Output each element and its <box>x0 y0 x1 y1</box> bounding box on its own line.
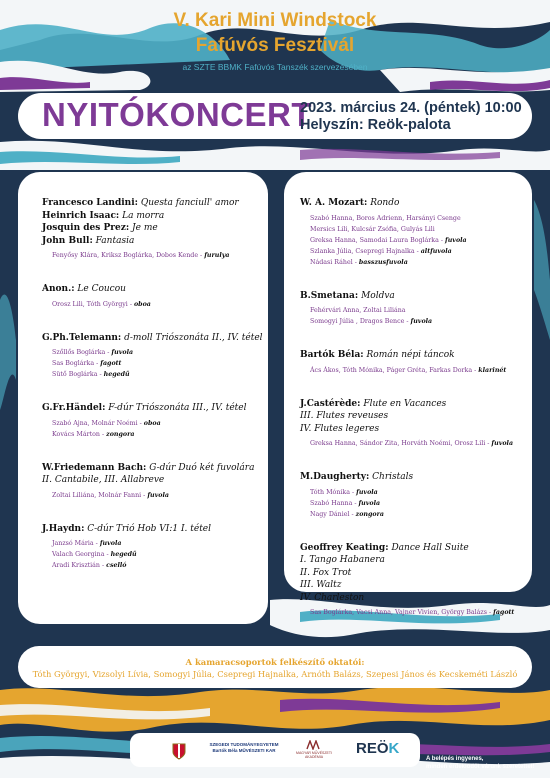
piece-title-line <box>300 349 528 362</box>
program-piece <box>42 462 264 501</box>
work-title: Dance Hall Suite <box>391 542 469 553</box>
work-title: II. Cantabile, III. Allabreve <box>42 475 165 485</box>
program-piece <box>42 283 264 310</box>
piece-title-line <box>300 471 528 484</box>
performer-names: Fenyősy Klára, Kriksz Boglárka, Dobos Kende - <box>52 252 203 259</box>
instrument-role: oboa <box>143 419 161 427</box>
concert-date: 2023. március 24. (péntek) 10:00 <box>300 100 522 116</box>
teachers-names: Tóth Györgyi, Vizsolyi Lívia, Somogyi Júlia, Csepregi Hajnalka, Arnóth Balázs, Szepesi János és Kecskeméti László <box>32 669 518 679</box>
performer-line <box>300 305 528 316</box>
logo-ministry <box>158 742 200 761</box>
performer-line <box>300 257 528 268</box>
work-title: C-dúr Trió Hob VI:1 I. tétel <box>87 523 212 534</box>
performer-line <box>300 246 528 257</box>
performers-list <box>300 365 528 376</box>
work-title: Christals <box>372 472 414 482</box>
piece-title-line <box>300 290 528 303</box>
piece-title-line <box>300 398 528 411</box>
piece-title-line <box>42 197 264 210</box>
program-piece <box>300 471 528 520</box>
instrument-role: fagott <box>493 609 515 616</box>
piece-title-line <box>42 210 264 223</box>
composer-name: G.Ph.Telemann: <box>42 332 122 343</box>
performer-line <box>42 347 264 358</box>
performers-list <box>300 438 528 449</box>
performer-names: Tóth Mónika - <box>310 488 355 496</box>
performers-list <box>300 213 528 268</box>
composer-name: Anon.: <box>42 284 75 294</box>
composer-name: J.Haydn: <box>42 523 85 534</box>
piece-title-line <box>300 197 528 210</box>
piece-title-line <box>42 332 264 345</box>
work-title: d-moll Triószonáta II., IV. tétel <box>124 332 263 343</box>
piece-title-line <box>300 592 528 605</box>
instrument-role: oboa <box>133 300 151 308</box>
performer-line <box>300 224 528 235</box>
performers-list <box>42 250 264 261</box>
work-title: Fantasia <box>95 235 135 246</box>
performer-line <box>42 358 264 369</box>
performer-names: Sütő Boglárka - <box>52 371 102 378</box>
concert-datetime-venue <box>300 100 522 134</box>
piece-title-line <box>42 235 264 248</box>
piece-title-line <box>42 402 264 415</box>
performer-line <box>300 509 528 520</box>
entry-note <box>426 755 546 771</box>
composer-name: W.Friedemann Bach: <box>42 462 147 473</box>
teachers-title: A kamaracsoportok felkészítő oktatói: <box>185 657 365 667</box>
festival-title-line1: V. Kari Mini Windstock <box>173 10 377 31</box>
performer-names: Zoltai Liliána, Molnár Fanni - <box>52 491 146 499</box>
work-title: II. Fox Trot <box>300 567 352 578</box>
performers-list <box>300 305 528 327</box>
program-piece <box>300 542 528 619</box>
instrument-role: hegedű <box>103 371 130 378</box>
work-title: Questa fanciull' amor <box>140 198 239 208</box>
program-piece <box>300 349 528 376</box>
work-title: Je me <box>132 223 158 233</box>
performer-names: Valach Georgina - <box>52 551 109 558</box>
composer-name: J.Castérède: <box>300 398 361 409</box>
performers-list <box>42 538 264 571</box>
performer-line <box>300 365 528 376</box>
instrument-role: basszusfuvola <box>358 258 408 266</box>
work-title: G-dúr Duó két fuvolára <box>149 462 255 473</box>
composer-name: Geoffrey Keating: <box>300 542 389 553</box>
performer-names: Szlanka Júlia, Csepregi Hajnalka - <box>310 247 419 255</box>
performer-names: Greksa Hanna, Samodai Laura Boglárka - <box>310 236 443 244</box>
composer-name: G.Fr.Händel: <box>42 403 106 413</box>
logo-reok-accent: K <box>388 740 400 757</box>
composer-name: Heinrich Isaac: <box>42 210 120 221</box>
performer-line <box>42 549 264 560</box>
composer-name: Josquin des Prez: <box>42 223 130 233</box>
performer-line <box>300 498 528 509</box>
piece-title-line <box>42 222 264 235</box>
performer-names: Fehérvári Anna, Zoltai Liliána <box>310 307 406 314</box>
program-piece <box>300 290 528 328</box>
coat-of-arms-icon <box>172 742 186 760</box>
mma-mark-icon <box>306 740 322 750</box>
piece-title-line <box>42 283 264 296</box>
performer-line <box>300 487 528 498</box>
instrument-role: fuvola <box>445 236 467 244</box>
piece-title-line <box>300 579 528 592</box>
concert-venue: Helyszín: Reök-palota <box>300 117 451 133</box>
composer-name: Bartók Béla: <box>300 350 364 360</box>
piece-title-line <box>42 462 264 475</box>
work-title: Román népi táncok <box>366 350 455 360</box>
performer-names: Sas Boglárka, Vacsi Anna, Vajner Vivien, György Balázs - <box>310 609 492 616</box>
teachers-panel <box>18 646 532 688</box>
festival-subtitle: az SZTE BBMK Fafúvós Tanszék szervezésében <box>182 62 368 72</box>
performer-names: Kovács Márton - <box>52 430 105 438</box>
program-piece <box>42 402 264 440</box>
composer-name: W. A. Mozart: <box>300 198 368 208</box>
performer-line <box>42 538 264 549</box>
logo-reok <box>356 740 399 757</box>
instrument-role: klarinét <box>478 366 507 374</box>
piece-title-line <box>42 523 264 536</box>
instrument-role: fuvola <box>111 349 134 356</box>
logo-reok-text: REÖ <box>356 740 389 757</box>
piece-title-line <box>300 554 528 567</box>
work-title: F-dúr Triószonáta III., IV. tétel <box>108 403 247 413</box>
performer-line <box>42 490 264 501</box>
instrument-role: zongora <box>106 430 135 438</box>
performer-line <box>300 316 528 327</box>
performers-list <box>42 347 264 380</box>
work-title: III. Waltz <box>300 580 342 590</box>
instrument-role: fuvola <box>356 488 378 496</box>
program-piece <box>300 398 528 450</box>
composer-name: B.Smetana: <box>300 290 359 301</box>
work-title: Flute en Vacances <box>363 398 447 409</box>
work-title: IV. Flutes legeres <box>300 423 380 434</box>
composer-name: Francesco Landini: <box>42 198 138 208</box>
instrument-role: cselló <box>106 562 127 569</box>
program-column-left <box>42 197 264 593</box>
performer-line <box>42 429 264 440</box>
performer-line <box>300 235 528 246</box>
performer-line <box>300 607 528 618</box>
performer-names: Greksa Hanna, Sándor Zita, Horváth Noémi, Orosz Lili - <box>310 440 490 447</box>
composer-name: John Bull: <box>42 235 93 246</box>
piece-title-line <box>300 542 528 555</box>
performers-list <box>42 490 264 501</box>
instrument-role: fuvola <box>358 499 381 507</box>
instrument-role: zongora <box>355 510 384 518</box>
festival-title-line2: Fafúvós Fesztivál <box>195 35 355 56</box>
program-piece <box>42 197 264 261</box>
performer-line <box>42 250 264 261</box>
work-title: La morra <box>122 210 165 221</box>
instrument-role: fagott <box>100 360 122 367</box>
work-title: IV. Charleston <box>300 592 365 603</box>
performer-names: Ács Ákos, Tóth Mónika, Páger Gréta, Farkas Dorka - <box>310 366 477 374</box>
performer-names: Orosz Lili, Tóth Györgyi - <box>52 300 132 308</box>
performer-line <box>42 369 264 380</box>
instrument-role: furulya <box>204 252 230 259</box>
logo-mma-text: MAGYAR MŰVÉSZETI AKADÉMIA <box>296 751 332 759</box>
performer-names: Janzsó Mária - <box>52 540 98 547</box>
work-title: III. Flutes reveuses <box>300 411 389 421</box>
instrument-role: fuvola <box>410 318 433 325</box>
instrument-role: altfuvola <box>420 247 452 255</box>
performer-names: Somogyi Júlia , Dragos Bence - <box>310 318 409 325</box>
instrument-role: fuvola <box>99 540 122 547</box>
work-title: Rondo <box>370 198 400 208</box>
performer-names: Nádasi Ráhel - <box>310 258 357 266</box>
entry-note-line1: A belépés ingyenes, <box>426 756 484 762</box>
performer-line <box>300 213 528 224</box>
performer-names: Szőllős Boglárka - <box>52 349 110 356</box>
instrument-role: fuvola <box>147 491 169 499</box>
program-piece <box>42 523 264 572</box>
program-piece <box>300 197 528 268</box>
performer-line <box>42 418 264 429</box>
performer-names: Mersics Lili, Kulcsár Zsófia, Gulyás Lili <box>310 225 435 233</box>
performer-names: Szabó Ajna, Molnár Noémi - <box>52 419 142 427</box>
performers-list <box>300 607 528 618</box>
instrument-role: hegedű <box>110 551 137 558</box>
piece-title-line <box>300 423 528 436</box>
performer-line <box>300 438 528 449</box>
performer-line <box>42 560 264 571</box>
performer-names: Szabó Hanna, Boros Adrienn, Harsányi Csenge <box>310 214 461 222</box>
work-title: I. Tango Habanera <box>300 555 385 565</box>
logo-szte-bbmk: SZEGEDI TUDOMÁNYEGYETEM Bartók Béla MŰVÉSZETI KAR <box>209 742 279 753</box>
performer-names: Szabó Hanna - <box>310 499 357 507</box>
performer-names: Sas Boglárka - <box>52 360 99 367</box>
performer-names: Nagy Dániel - <box>310 510 354 518</box>
composer-name: M.Daugherty: <box>300 472 370 482</box>
work-title: Le Coucou <box>77 284 126 294</box>
performers-list <box>42 418 264 440</box>
concert-title: NYITÓKONCERT <box>42 96 312 133</box>
logo-mma <box>290 740 338 759</box>
work-title: Moldva <box>361 290 395 301</box>
piece-title-line <box>42 474 264 487</box>
piece-title-line <box>300 567 528 580</box>
instrument-role: fuvola <box>491 440 514 447</box>
performers-list <box>300 487 528 520</box>
program-piece <box>42 332 264 381</box>
entry-note-line2: minden érdeklődőt várunk szeretettel! <box>426 764 535 770</box>
performers-list <box>42 299 264 310</box>
performer-names: Aradi Krisztián - <box>52 562 105 569</box>
performer-line <box>42 299 264 310</box>
program-column-right <box>300 197 528 640</box>
piece-title-line <box>300 410 528 423</box>
